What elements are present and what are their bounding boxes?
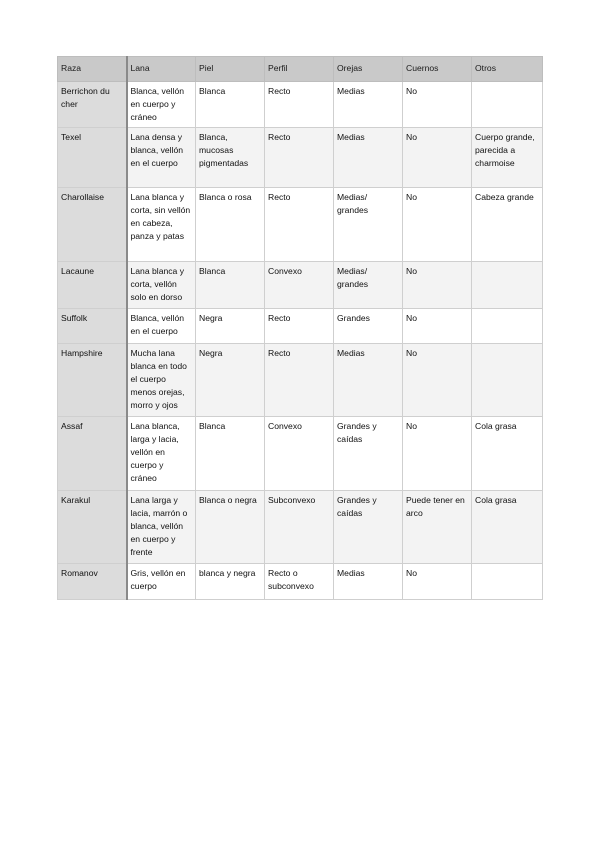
breed-name-cell: Hampshire — [58, 344, 127, 417]
profile-cell: Convexo — [265, 417, 334, 491]
skin-cell: Negra — [196, 309, 265, 344]
skin-cell: Negra — [196, 344, 265, 417]
other-cell — [472, 262, 543, 309]
table-row — [58, 262, 543, 309]
skin-cell: Blanca — [196, 262, 265, 309]
table-row — [58, 82, 543, 128]
profile-cell: Subconvexo — [265, 491, 334, 564]
wool-cell: Lana blanca y corta, sin vellón en cabeza, panza y patas — [127, 188, 196, 262]
other-cell: Cabeza grande — [472, 188, 543, 262]
profile-cell: Recto — [265, 128, 334, 188]
wool-cell: Lana blanca y corta, vellón solo en dorso — [127, 262, 196, 309]
header-cell-cuernos: Cuernos — [403, 57, 472, 82]
wool-cell: Mucha lana blanca en todo el cuerpo menos orejas, morro y ojos — [127, 344, 196, 417]
ears-cell: Medias — [334, 344, 403, 417]
horns-cell: No — [403, 309, 472, 344]
ears-cell: Medias — [334, 82, 403, 128]
horns-cell: Puede tener en arco — [403, 491, 472, 564]
breed-name-cell: Texel — [58, 128, 127, 188]
wool-cell: Blanca, vellón en el cuerpo — [127, 309, 196, 344]
horns-cell: No — [403, 188, 472, 262]
table-row — [58, 344, 543, 417]
ears-cell: Grandes — [334, 309, 403, 344]
header-cell-lana: Lana — [127, 57, 196, 82]
table-row — [58, 417, 543, 491]
wool-cell: Lana blanca, larga y lacia, vellón en cuerpo y cráneo — [127, 417, 196, 491]
skin-cell: Blanca, mucosas pigmentadas — [196, 128, 265, 188]
horns-cell: No — [403, 564, 472, 600]
profile-cell: Convexo — [265, 262, 334, 309]
header-cell-raza: Raza — [58, 57, 127, 82]
wool-cell: Blanca, vellón en cuerpo y cráneo — [127, 82, 196, 128]
breed-name-cell: Berrichon du cher — [58, 82, 127, 128]
horns-cell: No — [403, 128, 472, 188]
wool-cell: Gris, vellón en cuerpo — [127, 564, 196, 600]
ears-cell: Grandes y caídas — [334, 417, 403, 491]
table-row — [58, 564, 543, 600]
wool-cell: Lana larga y lacia, marrón o blanca, vellón en cuerpo y frente — [127, 491, 196, 564]
header-cell-piel: Piel — [196, 57, 265, 82]
breed-name-cell: Romanov — [58, 564, 127, 600]
horns-cell: No — [403, 344, 472, 417]
horns-cell: No — [403, 417, 472, 491]
profile-cell: Recto — [265, 188, 334, 262]
ears-cell: Medias — [334, 128, 403, 188]
header-cell-perfil: Perfil — [265, 57, 334, 82]
table-row — [58, 309, 543, 344]
other-cell: Cuerpo grande, parecida a charmoise — [472, 128, 543, 188]
profile-cell: Recto — [265, 344, 334, 417]
other-cell — [472, 82, 543, 128]
wool-cell: Lana densa y blanca, vellón en el cuerpo — [127, 128, 196, 188]
sheep-breeds-table — [57, 56, 543, 600]
table-header — [58, 57, 543, 82]
profile-cell: Recto o subconvexo — [265, 564, 334, 600]
breed-name-cell: Charollaise — [58, 188, 127, 262]
ears-cell: Medias — [334, 564, 403, 600]
table-row — [58, 128, 543, 188]
breed-name-cell: Lacaune — [58, 262, 127, 309]
header-row — [58, 57, 543, 82]
table-body — [58, 82, 543, 600]
breed-name-cell: Suffolk — [58, 309, 127, 344]
horns-cell: No — [403, 262, 472, 309]
horns-cell: No — [403, 82, 472, 128]
ears-cell: Medias/ grandes — [334, 262, 403, 309]
skin-cell: Blanca o rosa — [196, 188, 265, 262]
profile-cell: Recto — [265, 309, 334, 344]
ears-cell: Medias/ grandes — [334, 188, 403, 262]
breed-name-cell: Assaf — [58, 417, 127, 491]
ears-cell: Grandes y caídas — [334, 491, 403, 564]
profile-cell: Recto — [265, 82, 334, 128]
skin-cell: Blanca o negra — [196, 491, 265, 564]
table-row — [58, 491, 543, 564]
header-cell-otros: Otros — [472, 57, 543, 82]
table-row — [58, 188, 543, 262]
header-cell-orejas: Orejas — [334, 57, 403, 82]
other-cell — [472, 344, 543, 417]
other-cell — [472, 564, 543, 600]
other-cell: Cola grasa — [472, 491, 543, 564]
skin-cell: Blanca — [196, 417, 265, 491]
skin-cell: Blanca — [196, 82, 265, 128]
other-cell — [472, 309, 543, 344]
skin-cell: blanca y negra — [196, 564, 265, 600]
breed-name-cell: Karakul — [58, 491, 127, 564]
other-cell: Cola grasa — [472, 417, 543, 491]
